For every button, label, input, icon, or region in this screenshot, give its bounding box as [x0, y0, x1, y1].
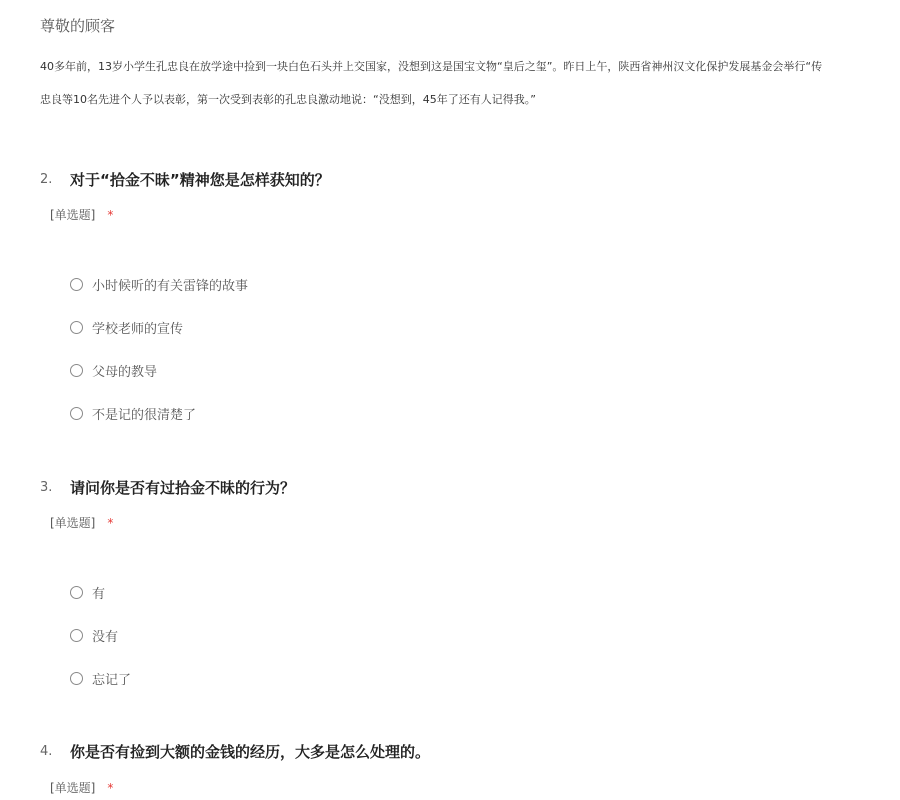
- question-number: 2.: [40, 171, 53, 187]
- option-label: 学校老师的宣传: [92, 321, 184, 337]
- radio-button[interactable]: [70, 672, 83, 685]
- q3-option-2[interactable]: [70, 626, 118, 644]
- question-2-title: [40, 168, 330, 190]
- intro-paragraph-line-1: 40多年前，13岁小学生孔忠良在放学途中捡到一块白色石头并上交国家，没想到这是国宝文物“皇后之玺”。昨日上午，陕西省神州汉文化保护发展基金会举行“传: [40, 60, 823, 73]
- survey-greeting: 尊敬的顾客: [40, 17, 116, 35]
- q3-option-1[interactable]: [70, 583, 105, 601]
- radio-button[interactable]: [70, 364, 83, 377]
- q3-option-3[interactable]: [70, 669, 131, 687]
- required-marker: *: [107, 516, 114, 530]
- question-4-type: [50, 779, 113, 796]
- option-label: 父母的教导: [92, 364, 158, 380]
- q2-option-3[interactable]: [70, 361, 157, 379]
- radio-button[interactable]: [70, 407, 83, 420]
- question-3-title: [40, 476, 295, 498]
- question-2-type: [50, 206, 113, 223]
- radio-button[interactable]: [70, 629, 83, 642]
- radio-button[interactable]: [70, 278, 83, 291]
- question-3-type: [50, 514, 113, 531]
- question-type-label: [单选题]: [50, 208, 96, 222]
- q2-option-4[interactable]: [70, 404, 196, 422]
- q2-option-2[interactable]: [70, 318, 183, 336]
- question-number: 3.: [40, 479, 53, 495]
- question-text: 请问你是否有过拾金不昧的行为？: [70, 478, 296, 497]
- option-label: 有: [92, 586, 106, 602]
- question-type-label: [单选题]: [50, 516, 96, 530]
- q2-option-1[interactable]: [70, 275, 248, 293]
- option-label: 不是记的很清楚了: [92, 407, 197, 423]
- required-marker: *: [107, 781, 114, 795]
- option-label: 小时候听的有关雷锋的故事: [92, 278, 249, 294]
- question-text: 你是否有捡到大额的金钱的经历，大多是怎么处理的。: [70, 742, 431, 761]
- radio-button[interactable]: [70, 586, 83, 599]
- option-label: 没有: [92, 629, 119, 645]
- question-number: 4.: [40, 743, 53, 759]
- question-text: 对于“拾金不昧”精神您是怎样获知的？: [70, 170, 330, 189]
- question-type-label: [单选题]: [50, 781, 96, 795]
- required-marker: *: [107, 208, 114, 222]
- option-label: 忘记了: [92, 672, 132, 688]
- question-4-title: [40, 740, 430, 762]
- radio-button[interactable]: [70, 321, 83, 334]
- intro-paragraph-line-2: 忠良等10名先进个人予以表彰，第一次受到表彰的孔忠良激动地说：“没想到，45年了还有人记得我。”: [40, 93, 536, 106]
